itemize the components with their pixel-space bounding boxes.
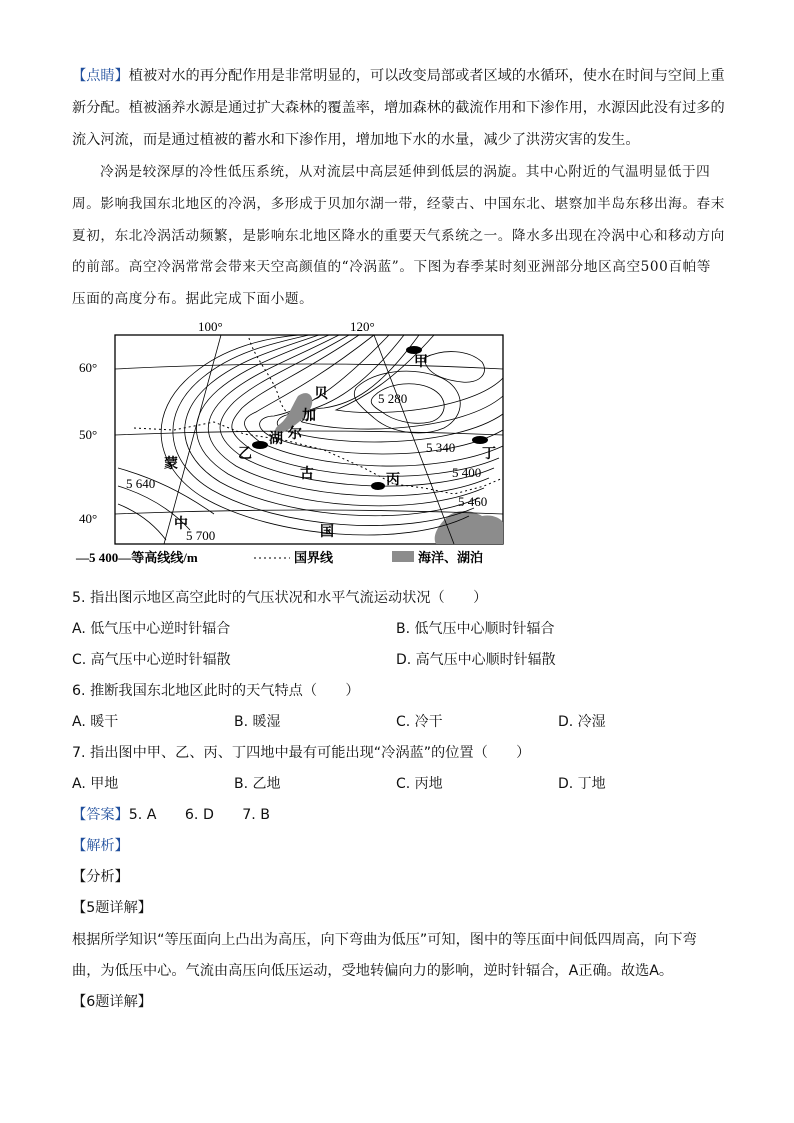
label-er: 尔 [288, 427, 302, 442]
dianjing-tag: 【点睛】 [72, 68, 129, 84]
detail-5-title: 【5题详解】 [72, 900, 152, 916]
label-lat50: 50° [79, 427, 98, 442]
label-bei: 贝 [314, 387, 328, 402]
label-bing: 丙 [386, 473, 400, 488]
label-ding: 丁 [482, 447, 496, 462]
q6-option-a: A. 暖干 [72, 714, 119, 730]
label-yi: 乙 [238, 447, 252, 462]
dianjing-line-2: 新分配。植被涵养水源是通过扩大森林的覆盖率，增加森林的截流作用和下渗作用，水源因此没有过多的 [72, 100, 725, 116]
q5-option-d: D. 高气压中心顺时针辐散 [396, 652, 556, 668]
q7-option-c: C. 丙地 [396, 776, 443, 792]
detail-5-line-2: 曲，为低压中心。气流由高压向低压运动，受地转偏向力的影响，逆时针辐合，A正确。故选A。 [72, 963, 674, 979]
q5-option-b: B. 低气压中心顺时针辐合 [396, 621, 555, 637]
q5-stem: 5. 指出图示地区高空此时的气压状况和水平气流运动状况（ ） [72, 590, 488, 606]
label-5700: 5 700 [186, 528, 216, 543]
label-jia: 甲 [414, 355, 428, 370]
contour-lines [118, 335, 503, 540]
point-bing [371, 482, 385, 490]
answer-text: 5. A 6. D 7. B [128, 807, 271, 823]
q7-option-a: A. 甲地 [72, 776, 119, 792]
legend-border: 国界线 [294, 550, 334, 565]
dianjing-line-1: 【点睛】植被对水的再分配作用是非常明显的，可以改变局部或者区域的水循环，使水在时间与空间上重 [72, 68, 725, 84]
q7-option-b: B. 乙地 [234, 776, 281, 792]
label-lat60: 60° [79, 360, 98, 375]
legend-contour: —5 400—等高线线/m [76, 550, 198, 565]
q5-option-c: C. 高气压中心逆时针辐散 [72, 652, 231, 668]
legend-sea: 海洋、湖泊 [418, 550, 484, 565]
intro-line-1: 冷涡是较深厚的冷性低压系统，从对流层中高层延伸到低层的涡旋。其中心附近的气温明显低于四 [100, 164, 711, 180]
legend-sea-swatch [392, 551, 414, 562]
label-lon120: 120° [350, 319, 375, 334]
label-5400: 5 400 [452, 465, 482, 480]
jiexi-heading: 【解析】 [72, 838, 129, 854]
intro-line-3: 夏初，东北冷涡活动频繁，是影响东北地区降水的重要天气系统之一。降水多出现在冷涡中心和移动方向 [72, 228, 725, 244]
label-zhong: 中 [174, 517, 188, 532]
label-gu: 古 [300, 467, 314, 482]
point-jia [406, 346, 422, 354]
label-5340: 5 340 [426, 440, 456, 455]
label-5460: 5 460 [458, 494, 488, 509]
fenxi-heading: 【分析】 [72, 869, 129, 885]
q5-option-a: A. 低气压中心逆时针辐合 [72, 621, 231, 637]
intro-line-5: 压面的高度分布。据此完成下面小题。 [72, 291, 314, 307]
q6-option-b: B. 暖湿 [234, 714, 281, 730]
q7-stem: 7. 指出图中甲、乙、丙、丁四地中最有可能出现“冷涡蓝”的位置（ ） [72, 745, 531, 761]
intro-line-2: 周。影响我国东北地区的冷涡，多形成于贝加尔湖一带，经蒙古、中国东北、堪察加半岛东移出海。春末 [72, 196, 725, 212]
label-5640: 5 640 [126, 476, 156, 491]
point-yi [252, 441, 268, 449]
label-jia2: 加 [302, 409, 316, 424]
label-guo: 国 [320, 525, 334, 540]
contour-map-figure [74, 318, 514, 570]
detail-6-title: 【6题详解】 [72, 994, 152, 1010]
point-ding [472, 436, 488, 444]
q6-option-d: D. 冷湿 [558, 714, 606, 730]
q7-option-d: D. 丁地 [558, 776, 606, 792]
intro-line-4: 的前部。高空冷涡常常会带来天空高颜值的“冷涡蓝”。下图为春季某时刻亚洲部分地区高空500百帕等 [72, 259, 711, 275]
label-5280: 5 280 [378, 391, 408, 406]
q6-stem: 6. 推断我国东北地区此时的天气特点（ ） [72, 683, 360, 699]
answer-line [72, 805, 722, 825]
label-lat40: 40° [79, 511, 98, 526]
label-meng: 蒙 [164, 457, 178, 472]
detail-5-line-1: 根据所学知识“等压面向上凸出为高压，向下弯曲为低压”可知，图中的等压面中间低四周高，向下弯 [72, 932, 697, 948]
label-hu: 湖 [269, 432, 283, 447]
dianjing-line-3: 流入河流，而是通过植被的蓄水和下渗作用，增加地下水的水量，减少了洪涝灾害的发生。 [72, 132, 640, 148]
label-lon100: 100° [198, 319, 223, 334]
q6-option-c: C. 冷干 [396, 714, 443, 730]
answer-tag: 【答案】 [72, 807, 129, 823]
